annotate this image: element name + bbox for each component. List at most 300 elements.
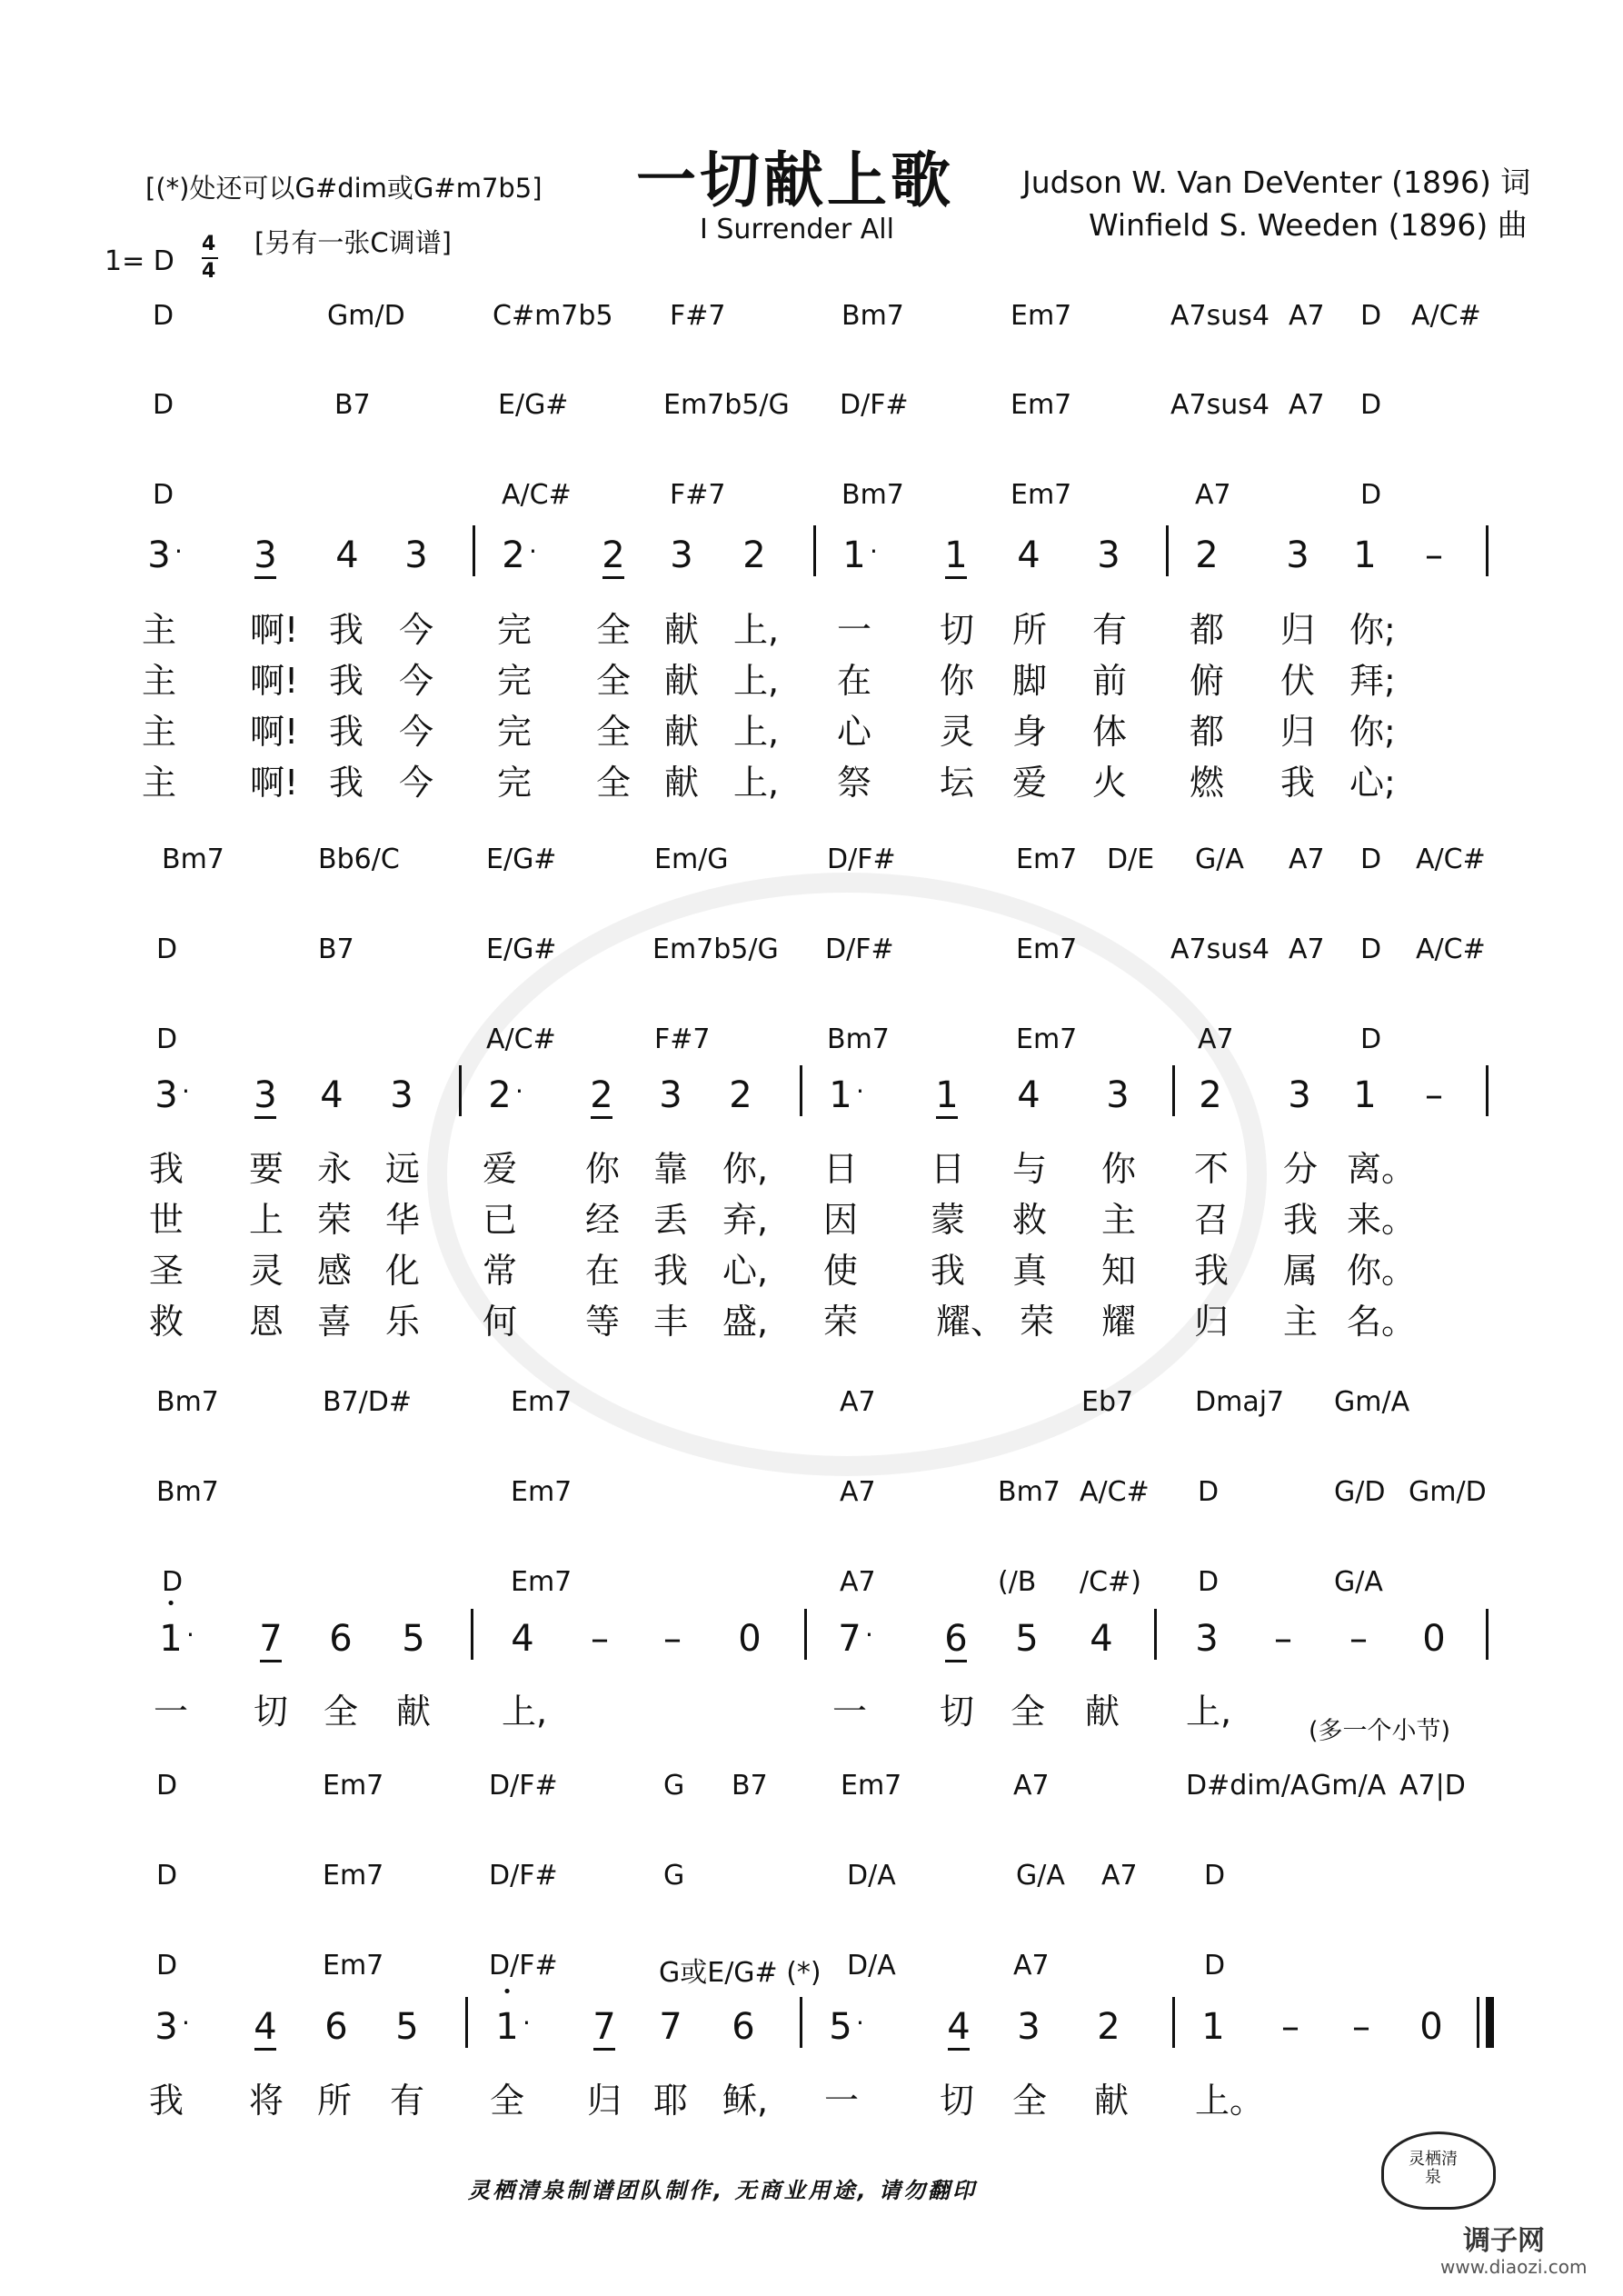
chord: Em7: [323, 1770, 384, 1802]
dot: ·: [182, 2008, 190, 2038]
chord: A7: [1289, 300, 1325, 332]
chord: Em7: [1016, 844, 1078, 875]
lyric: 俯: [1189, 661, 1224, 701]
lyric: 真: [1011, 1251, 1047, 1291]
bar-line: [465, 1997, 468, 2048]
lyric: 灵: [248, 1251, 284, 1291]
lyric: 耀: [1100, 1302, 1136, 1342]
final-bar-line-thin: [1477, 1997, 1479, 2048]
chord: A7: [1101, 1860, 1138, 1892]
note: –: [1281, 2006, 1299, 2048]
lyric: 身: [1011, 712, 1047, 752]
lyric: 召: [1193, 1200, 1229, 1240]
lyric: 主: [141, 712, 176, 752]
lyric: 远: [384, 1149, 420, 1189]
note: 0: [1419, 2006, 1443, 2048]
lyric: 全: [1010, 1692, 1045, 1732]
lyric: 已: [482, 1200, 517, 1240]
chord: F#7: [654, 1023, 711, 1055]
note: 3: [670, 534, 693, 576]
chord: D/F#: [825, 933, 894, 965]
note: 2: [583, 1074, 620, 1116]
song-subtitle: I Surrender All: [700, 214, 894, 245]
chord: C#m7b5: [493, 300, 613, 332]
final-bar-line-thick: [1486, 1997, 1494, 2048]
lyric: 一: [823, 2081, 859, 2121]
note: 7: [253, 1618, 289, 1660]
chord: A7|D: [1399, 1770, 1466, 1802]
note: 3: [147, 534, 171, 576]
lyric: 世: [148, 1200, 184, 1240]
note: –: [663, 1618, 682, 1660]
dot: ·: [523, 2008, 531, 2038]
studio-stamp: [1381, 2131, 1496, 2210]
note: 6: [329, 1618, 353, 1660]
chord: Gm/A: [1334, 1386, 1410, 1418]
note: 3: [390, 1074, 413, 1116]
chord: D: [153, 479, 174, 511]
lyric: 上,: [733, 712, 780, 752]
lyric: 常: [482, 1251, 517, 1291]
chord: B7/D#: [323, 1386, 413, 1418]
chord: D: [153, 300, 174, 332]
lyric: 要: [248, 1149, 284, 1189]
chord: B7: [334, 389, 371, 421]
lyric: 上: [248, 1200, 284, 1240]
chord: (/B: [998, 1566, 1037, 1598]
lyric: 上,: [733, 661, 780, 701]
lyric: 燃: [1189, 763, 1224, 803]
bar-line: [813, 525, 816, 576]
lyric: 主: [1282, 1302, 1318, 1342]
chord: Bb6/C: [318, 844, 400, 875]
note: 4: [320, 1074, 344, 1116]
chord: A7: [840, 1476, 876, 1508]
chord: Em7: [1011, 479, 1072, 511]
note: 6: [938, 1618, 974, 1660]
lyric: 心;: [1349, 763, 1396, 803]
chord: D: [156, 1770, 178, 1802]
lyric: 靠: [652, 1149, 688, 1189]
chord: A/C#: [1080, 1476, 1150, 1508]
note: 4: [941, 2006, 977, 2048]
chord: D: [1360, 300, 1382, 332]
alt-key-note: [另有一张C调谱]: [254, 227, 452, 258]
note: 7: [586, 2006, 622, 2048]
chord: G/A: [1016, 1860, 1065, 1892]
chord: Bm7: [841, 479, 904, 511]
lyric: 坛: [939, 763, 974, 803]
lyric: 不: [1193, 1149, 1229, 1189]
chord: /C#): [1080, 1566, 1141, 1598]
chord: A7sus4: [1170, 300, 1270, 332]
note: 1: [842, 534, 866, 576]
lyric: 主: [141, 610, 176, 650]
note: 2: [502, 534, 525, 576]
chord: G: [663, 1770, 685, 1802]
lyric: 我: [652, 1251, 688, 1291]
lyric: 主: [141, 763, 176, 803]
note: 5: [395, 2006, 419, 2048]
lyric: 主: [1100, 1200, 1136, 1240]
lyric: 全: [1011, 2081, 1047, 2121]
lyric: 喜: [316, 1302, 352, 1342]
chord: D: [1360, 389, 1382, 421]
chord: E/G#: [486, 933, 557, 965]
lyric: 完: [496, 712, 532, 752]
lyric: 啊!: [250, 661, 299, 701]
note: –: [1425, 1074, 1443, 1116]
lyric: 献: [395, 1692, 431, 1732]
lyric: 一: [831, 1692, 867, 1732]
song-title: 一切献上歌: [636, 145, 954, 215]
chord: D/A: [847, 1860, 896, 1892]
chord: Dmaj7: [1195, 1386, 1285, 1418]
lyric: 我: [930, 1251, 965, 1291]
lyric: 归: [1279, 610, 1315, 650]
lyric: 来。: [1347, 1200, 1417, 1240]
lyric: 献: [663, 763, 699, 803]
dot: ·: [870, 536, 878, 566]
time-signature-top: 4: [202, 233, 216, 255]
lyric: 我: [328, 610, 363, 650]
note: 4: [1017, 1074, 1041, 1116]
dot: ·: [865, 1620, 873, 1650]
lyric: 你: [1100, 1149, 1136, 1189]
lyric: 弃,: [722, 1200, 769, 1240]
chord: Em7: [1016, 1023, 1078, 1055]
chord: D/F#: [827, 844, 896, 875]
lyric: 所: [1011, 610, 1047, 650]
chord: A7: [1289, 389, 1325, 421]
note: 7: [659, 2006, 682, 2048]
composer-credit: Winfield S. Weeden (1896) 曲: [1089, 207, 1528, 243]
chord: Gm/A: [1310, 1770, 1387, 1802]
lyric: 献: [663, 712, 699, 752]
chord: D: [162, 1566, 184, 1598]
lyric: 我: [1279, 763, 1315, 803]
chord: A7: [840, 1566, 876, 1598]
lyric: 啊!: [250, 610, 299, 650]
chord: A/C#: [1411, 300, 1481, 332]
note: 3: [659, 1074, 682, 1116]
chord: G或E/G# (*): [659, 1957, 821, 1989]
bar-line: [1486, 1065, 1489, 1116]
note: –: [591, 1618, 609, 1660]
lyric: 圣: [148, 1251, 184, 1291]
lyric: 伏: [1279, 661, 1315, 701]
chord: D: [1204, 1860, 1226, 1892]
chord: E/G#: [486, 844, 557, 875]
note: 5: [829, 2006, 852, 2048]
note: 1: [1353, 534, 1377, 576]
chord: D/F#: [489, 1860, 558, 1892]
lyric: 离。: [1347, 1149, 1417, 1189]
lyric: 我: [328, 712, 363, 752]
note: 5: [1015, 1618, 1039, 1660]
note-high: • 1: [489, 2006, 525, 2048]
lyric: 切: [939, 2081, 974, 2121]
chord: D: [1360, 844, 1382, 875]
bar-line: [473, 525, 475, 576]
lyric: 献: [663, 661, 699, 701]
lyric: 上,: [733, 610, 780, 650]
dot: ·: [174, 536, 183, 566]
lyric: 都: [1189, 610, 1224, 650]
chord: Bm7: [156, 1476, 219, 1508]
lyric: 一: [836, 610, 871, 650]
lyric: 耶: [652, 2081, 688, 2121]
lyric: 盛,: [722, 1302, 769, 1342]
note: 1: [1201, 2006, 1225, 2048]
lyric: 你;: [1349, 610, 1396, 650]
note: 4: [1017, 534, 1041, 576]
key-signature: 1= D: [105, 245, 174, 277]
lyric: 永: [316, 1149, 352, 1189]
chord: A7: [840, 1386, 876, 1418]
dot: ·: [856, 2008, 864, 2038]
chord: Em7: [511, 1476, 573, 1508]
note: 3: [1106, 1074, 1130, 1116]
lyric: 归: [1193, 1302, 1229, 1342]
note: 3: [1195, 1618, 1219, 1660]
note: 3: [1097, 534, 1120, 576]
lyric: 有: [389, 2081, 424, 2121]
lyric: 体: [1091, 712, 1127, 752]
note-high: • 1: [153, 1618, 189, 1660]
dot: ·: [529, 536, 537, 566]
chord: A7: [1013, 1950, 1050, 1982]
chord: Bm7: [841, 300, 904, 332]
chord: D: [1198, 1566, 1220, 1598]
lyric: 日: [930, 1149, 965, 1189]
chord: Em7: [1011, 389, 1072, 421]
chord: Em7: [511, 1566, 573, 1598]
chord: Em7b5/G: [652, 933, 779, 965]
lyric: 主: [141, 661, 176, 701]
note: –: [1274, 1618, 1292, 1660]
dot: ·: [186, 1620, 194, 1650]
chord: Eb7: [1081, 1386, 1134, 1418]
note: 0: [1422, 1618, 1446, 1660]
lyric: 化: [384, 1251, 420, 1291]
note: 0: [738, 1618, 762, 1660]
lyric: 我: [148, 1149, 184, 1189]
note: 2: [729, 1074, 752, 1116]
lyric: 完: [496, 763, 532, 803]
note: –: [1425, 534, 1443, 576]
chord: D: [1360, 933, 1382, 965]
note: 3: [404, 534, 428, 576]
chord: D: [153, 389, 174, 421]
lyric: 今: [398, 610, 433, 650]
lyric: 蒙: [930, 1200, 965, 1240]
lyric: 祭: [836, 763, 871, 803]
chord: A7: [1289, 844, 1325, 875]
bar-line: [1172, 1997, 1175, 2048]
note: 4: [1090, 1618, 1113, 1660]
chord: G/D: [1334, 1476, 1386, 1508]
lyric: 我: [328, 661, 363, 701]
lyric: 爱: [1011, 763, 1047, 803]
lyric: 上,: [733, 763, 780, 803]
chord: B7: [732, 1770, 768, 1802]
lyric: 上,: [502, 1692, 548, 1732]
lyric: 完: [496, 610, 532, 650]
note: 2: [1097, 2006, 1120, 2048]
chord: A7sus4: [1170, 389, 1270, 421]
lyric: 因: [822, 1200, 858, 1240]
lyric: 分: [1282, 1149, 1318, 1189]
lyric: 火: [1091, 763, 1127, 803]
note: 1: [1353, 1074, 1377, 1116]
chord: D: [1198, 1476, 1220, 1508]
chord-alt-note: [(*)处还可以G#dim或G#m7b5]: [145, 173, 543, 204]
note: 4: [335, 534, 359, 576]
chord: D/F#: [489, 1770, 558, 1802]
chord: A7: [1195, 479, 1231, 511]
note: 2: [595, 534, 632, 576]
bar-line: [1486, 525, 1489, 576]
chord: G/A: [1195, 844, 1244, 875]
lyric: 全: [595, 712, 631, 752]
lyric: 救: [1011, 1200, 1047, 1240]
chord: D: [1360, 479, 1382, 511]
note: 4: [511, 1618, 534, 1660]
lyric: 我: [328, 763, 363, 803]
chord: A/C#: [486, 1023, 556, 1055]
chord: A/C#: [502, 479, 572, 511]
lyric: 全: [595, 610, 631, 650]
lyric: 全: [595, 763, 631, 803]
lyric: 所: [316, 2081, 352, 2121]
note: –: [1349, 1618, 1368, 1660]
lyric: 经: [584, 1200, 620, 1240]
chord: D: [156, 1023, 178, 1055]
chord: B7: [318, 933, 354, 965]
lyric: 上。: [1195, 2081, 1265, 2121]
bar-line: [800, 1065, 802, 1116]
note: 3: [154, 1074, 178, 1116]
lyric: 切: [939, 610, 974, 650]
chord: Bm7: [998, 1476, 1060, 1508]
chord: Em7: [841, 1770, 902, 1802]
note: 2: [1195, 534, 1219, 576]
chord: Em7b5/G: [663, 389, 790, 421]
lyric: 你;: [1349, 712, 1396, 752]
lyric: 等: [584, 1302, 620, 1342]
chord: D: [1360, 1023, 1382, 1055]
lyric: 全: [595, 661, 631, 701]
bar-line: [800, 1997, 802, 2048]
lyric: 我: [1282, 1200, 1318, 1240]
lyric: 知: [1100, 1251, 1136, 1291]
note: 6: [732, 2006, 755, 2048]
dot: ·: [856, 1076, 864, 1106]
lyric: 我: [148, 2081, 184, 2121]
lyric: 献: [663, 610, 699, 650]
note: 3: [154, 2006, 178, 2048]
chord: Em7: [511, 1386, 573, 1418]
time-signature-line: [202, 257, 218, 259]
chord: A7sus4: [1170, 933, 1270, 965]
lyricist-credit: Judson W. Van DeVenter (1896) 词: [1022, 165, 1531, 200]
lyric: 恩: [248, 1302, 284, 1342]
lyric: 拜;: [1349, 661, 1396, 701]
lyric: 在: [584, 1251, 620, 1291]
note: 5: [402, 1618, 425, 1660]
chord: Bm7: [156, 1386, 219, 1418]
chord: D: [156, 933, 178, 965]
lyric: 今: [398, 763, 433, 803]
chord: D/F#: [489, 1950, 558, 1982]
chord: Em7: [1016, 933, 1078, 965]
note: 1: [829, 1074, 852, 1116]
note: 1: [938, 534, 974, 576]
chord: G/A: [1334, 1566, 1383, 1598]
note: 3: [1017, 2006, 1041, 2048]
bar-line: [804, 1609, 807, 1660]
lyric: 切: [253, 1692, 288, 1732]
lyric: 归: [1279, 712, 1315, 752]
lyric: 何: [482, 1302, 517, 1342]
bar-line: [1166, 525, 1169, 576]
lyric: 你,: [722, 1149, 769, 1189]
chord: F#7: [670, 300, 726, 332]
chord: Em7: [1011, 300, 1072, 332]
lyric: 华: [384, 1200, 420, 1240]
lyric: 全: [489, 2081, 524, 2121]
note: 3: [1288, 1074, 1311, 1116]
lyric: 丢: [652, 1200, 688, 1240]
lyric: 心: [836, 712, 871, 752]
lyric: 荣: [316, 1200, 352, 1240]
lyric: 献: [1084, 1692, 1120, 1732]
note: 2: [742, 534, 766, 576]
lyric: 脚: [1011, 661, 1047, 701]
note: 2: [488, 1074, 512, 1116]
lyric: 有: [1091, 610, 1127, 650]
lyric: 心,: [722, 1251, 769, 1291]
lyric: 今: [398, 712, 433, 752]
lyric: 灵: [939, 712, 974, 752]
lyric: 献: [1093, 2081, 1129, 2121]
bar-line: [1154, 1609, 1157, 1660]
note: –: [1352, 2006, 1370, 2048]
chord: A/C#: [1416, 933, 1486, 965]
chord: A7: [1013, 1770, 1050, 1802]
chord: D: [1204, 1950, 1226, 1982]
footer-credit: 灵栖清泉制谱团队制作, 无商业用途, 请勿翻印: [468, 2178, 977, 2203]
lyric: 你。: [1347, 1251, 1417, 1291]
lyric: 一: [153, 1692, 188, 1732]
lyric: 耀、: [936, 1302, 1006, 1342]
bar-line: [471, 1609, 473, 1660]
note: 3: [247, 1074, 284, 1116]
chord: A7: [1198, 1023, 1234, 1055]
lyric: 将: [248, 2081, 284, 2121]
note: 6: [324, 2006, 348, 2048]
lyric: 完: [496, 661, 532, 701]
chord: D: [156, 1950, 178, 1982]
lyric: 名。: [1347, 1302, 1417, 1342]
lyric: 都: [1189, 712, 1224, 752]
chord: D#dim/A: [1186, 1770, 1309, 1802]
lyric: 你: [584, 1149, 620, 1189]
lyric: 救: [148, 1302, 184, 1342]
note: 3: [1286, 534, 1309, 576]
lyric: 稣,: [722, 2081, 769, 2121]
